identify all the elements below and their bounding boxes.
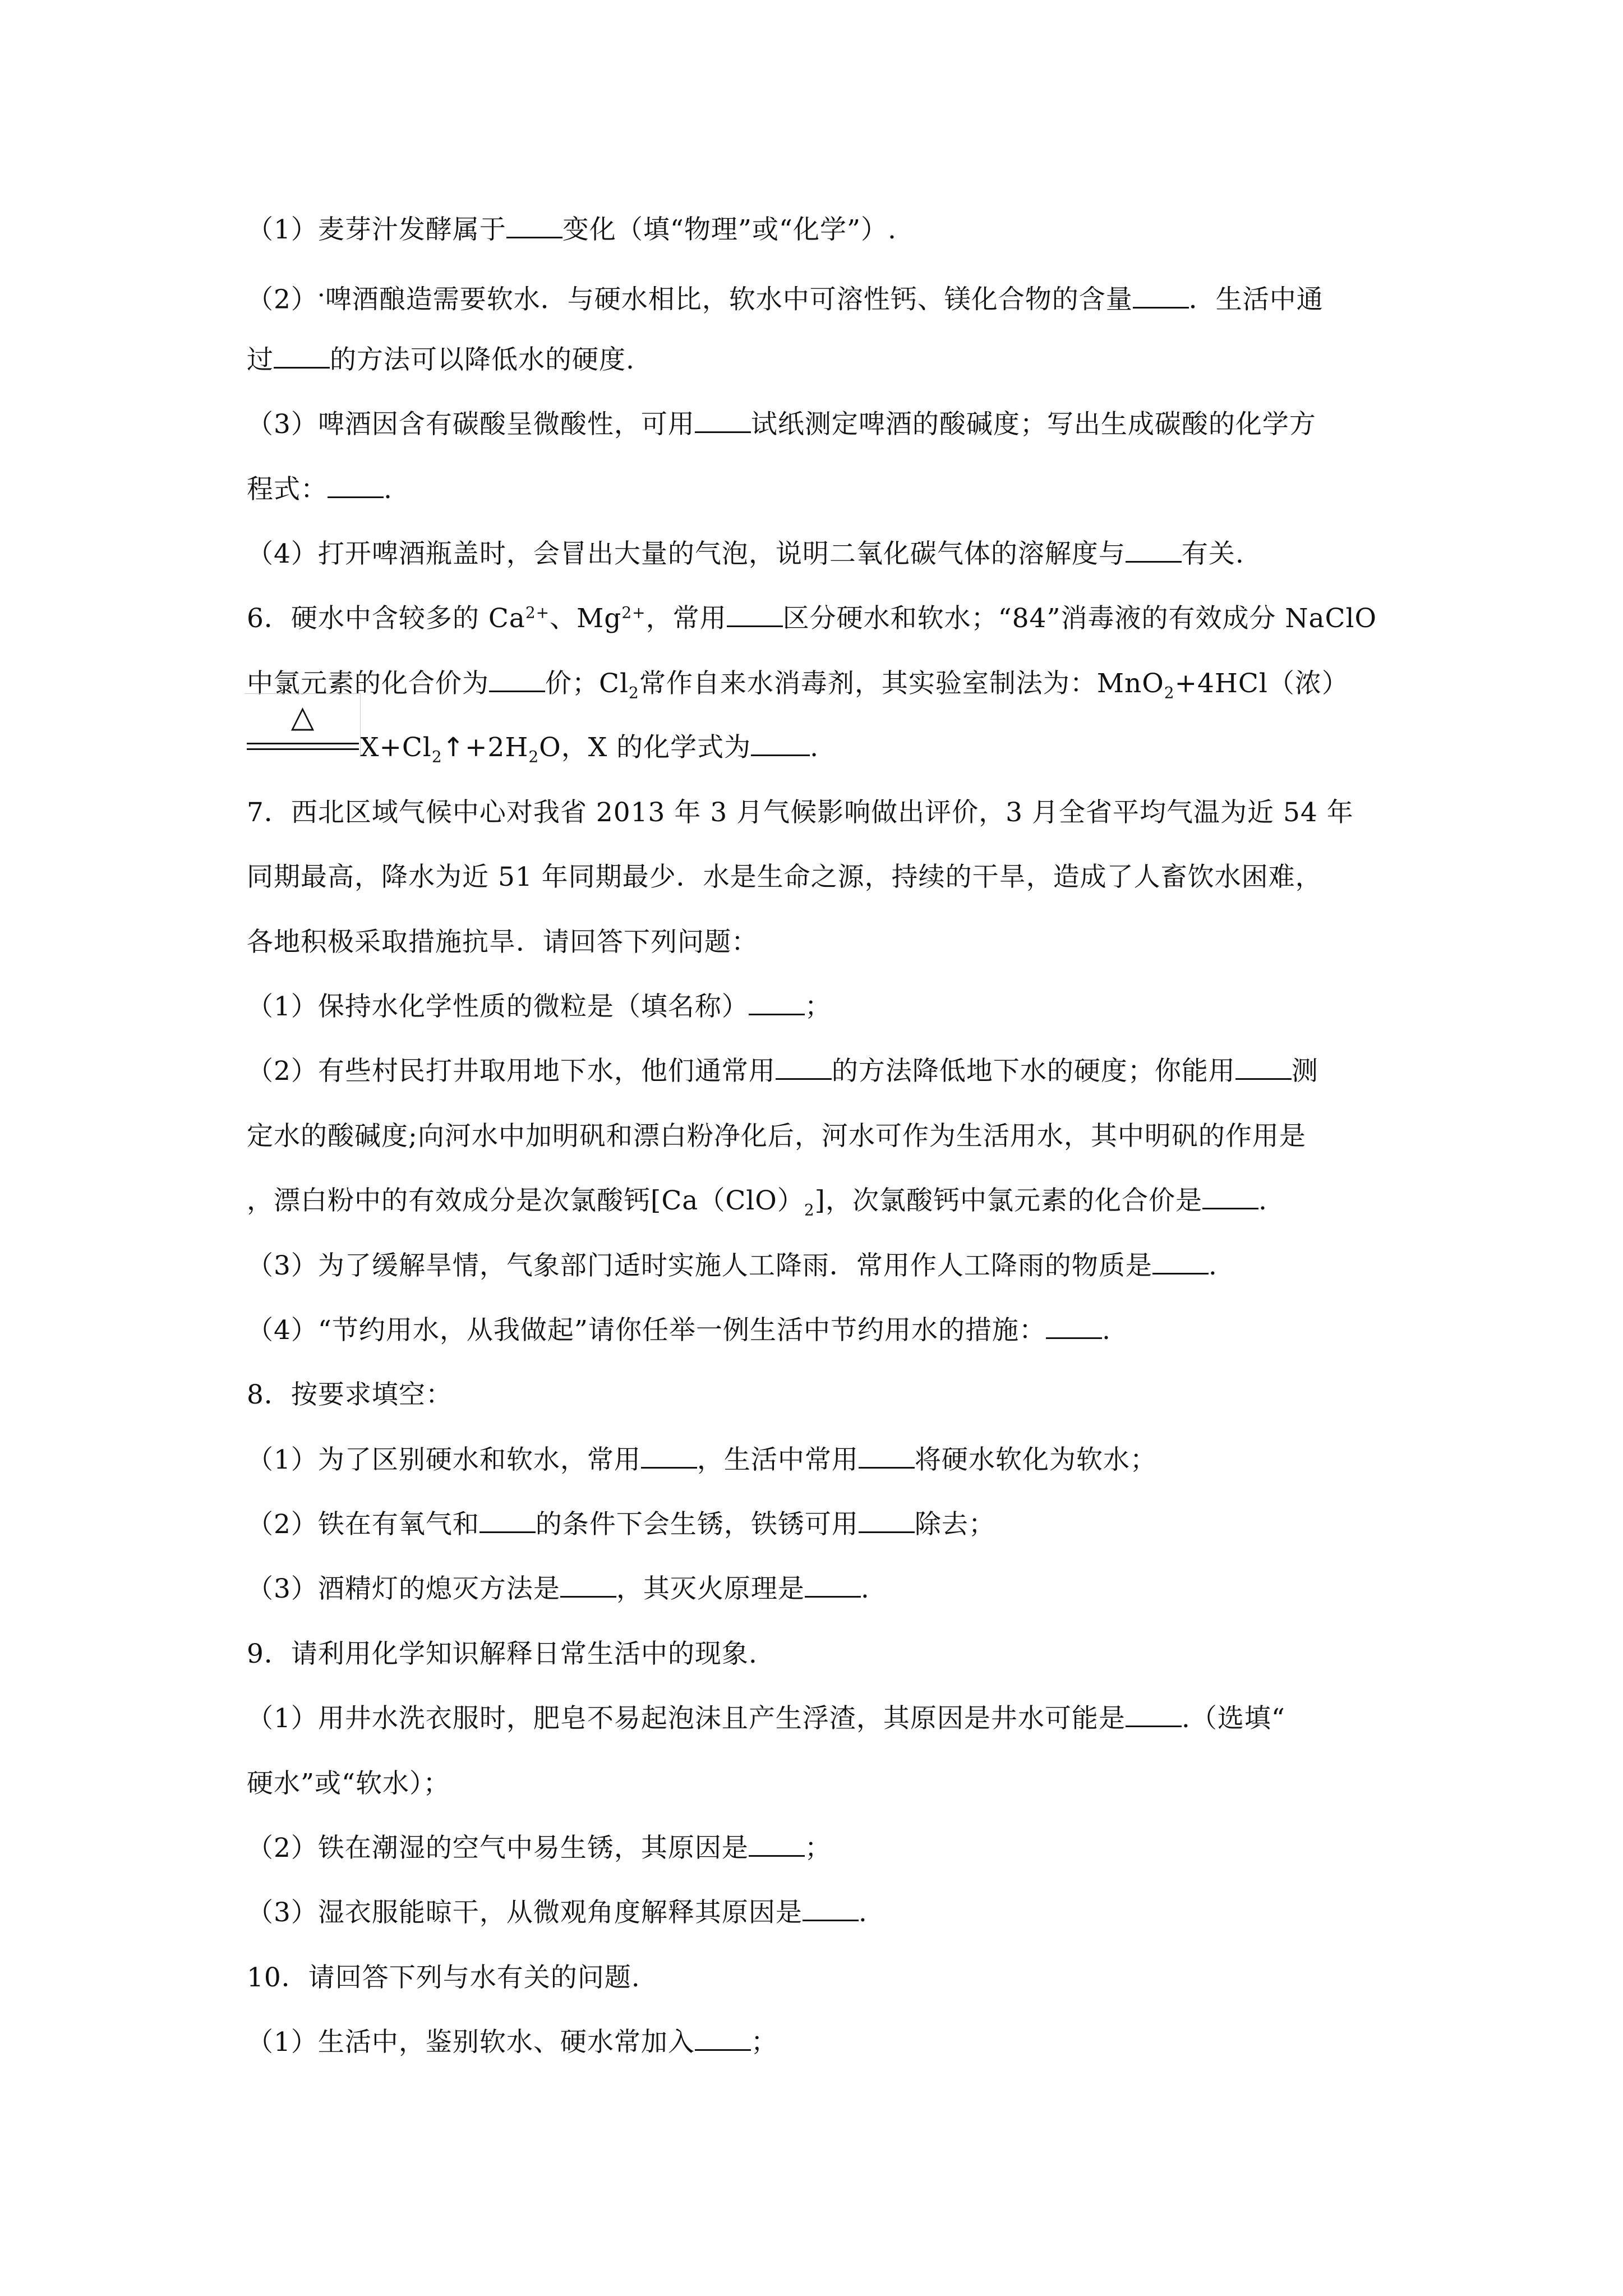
heating-condition xyxy=(247,699,359,766)
q8-part3 xyxy=(247,1572,870,1606)
subscript: 2 xyxy=(431,747,442,766)
answer-blank[interactable] xyxy=(749,1833,805,1857)
q6-text: 6．硬水中含较多的 Ca xyxy=(247,603,525,634)
answer-blank[interactable] xyxy=(489,668,545,692)
q8-part2-text: 的条件下会生锈，铁锈可用 xyxy=(535,1509,859,1540)
answer-blank[interactable] xyxy=(560,1573,616,1598)
q9-part3-text: （3）湿衣服能晾干，从微观角度解释其原因是 xyxy=(247,1897,803,1928)
q5-part3-text-end: 试纸测定啤酒的酸碱度；写出生成碳酸的化学方 xyxy=(750,409,1316,440)
q9-part2 xyxy=(247,1832,832,1865)
q7-part3-end: . xyxy=(1208,1250,1218,1281)
q7-part3-text: （3）为了缓解旱情，气象部门适时实施人工降雨．常用作人工降雨的物质是 xyxy=(247,1250,1152,1281)
q9-part1-cont xyxy=(247,1767,450,1801)
q7-line3 xyxy=(247,926,758,959)
q9-part3-end: . xyxy=(858,1897,868,1928)
answer-blank[interactable] xyxy=(1126,1703,1182,1727)
q5-part4-text-end: 有关. xyxy=(1181,539,1244,569)
q8-part3-text: （3）酒精灯的熄灭方法是 xyxy=(247,1573,560,1604)
q7-part1-end: ； xyxy=(804,991,832,1022)
q7-part1-text: （1）保持水化学性质的微粒是（填名称） xyxy=(247,991,749,1022)
q7-part2-text: ，漂白粉中的有效成分是次氯酸钙[Ca（ClO） xyxy=(247,1185,804,1216)
subscript: 2 xyxy=(629,683,639,702)
q7-part2-text: ]，次氯酸钙中氯元素的化合价是 xyxy=(814,1185,1203,1216)
q7-part2-text: 测 xyxy=(1291,1056,1318,1087)
answer-blank[interactable] xyxy=(749,991,805,1015)
q5-part4-text: （4）打开啤酒瓶盖时，会冒出大量的气泡，说明二氧化碳气体的溶解度与 xyxy=(247,539,1126,569)
q7-text: 各地积极采取措施抗旱．请回答下列问题： xyxy=(247,927,758,958)
q7-part2-text: 的方法降低地下水的硬度；你能用 xyxy=(831,1056,1235,1087)
gas-arrow-icon: ↑ xyxy=(442,732,465,763)
answer-blank[interactable] xyxy=(328,474,384,498)
answer-blank[interactable] xyxy=(695,2027,751,2051)
q8-part2-text: （2）铁在有氧气和 xyxy=(247,1509,479,1540)
answer-blank[interactable] xyxy=(1046,1315,1102,1339)
q6-text: ，常用 xyxy=(645,603,727,634)
q9-part3 xyxy=(247,1896,868,1930)
q8-part3-end: . xyxy=(860,1573,870,1604)
q5-part3-text: （3）啤酒因含有碳酸呈微酸性，可用 xyxy=(247,409,695,440)
answer-blank[interactable] xyxy=(479,1509,536,1533)
q5-part3-cont xyxy=(247,473,393,507)
answer-blank[interactable] xyxy=(506,214,562,238)
subscript: 2 xyxy=(528,747,540,766)
answer-blank[interactable] xyxy=(805,1573,861,1598)
answer-blank[interactable] xyxy=(1202,1185,1258,1209)
q7-part3 xyxy=(247,1249,1218,1283)
answer-blank[interactable] xyxy=(1126,539,1182,563)
equation-bar xyxy=(247,743,359,744)
q7-part4-end: . xyxy=(1101,1315,1111,1346)
answer-blank[interactable] xyxy=(274,344,330,369)
q7-part2 xyxy=(247,1055,1318,1088)
q7-line2 xyxy=(247,861,1322,894)
q7-part2-text: 定水的酸碱度;向河水中加明矾和漂白粉净化后，河水可作为生活用水，其中明矾的作用是 xyxy=(247,1121,1306,1152)
equation-bar xyxy=(247,748,359,750)
q7-part2-cont2 xyxy=(247,1184,1267,1218)
q7-part2-end: . xyxy=(1258,1185,1267,1216)
q7-part4 xyxy=(247,1314,1111,1347)
q8-part1 xyxy=(247,1443,1157,1477)
q9-part1-text: （1）用井水洗衣服时，肥皂不易起泡沫且产生浮渣，其原因是井水可能是 xyxy=(247,1703,1126,1734)
answer-blank[interactable] xyxy=(1152,1250,1209,1274)
q5-part1 xyxy=(247,213,897,247)
q5-part1-text-end: 变化（填“物理”或“化学”）. xyxy=(562,214,897,245)
q8-part2-end: 除去； xyxy=(914,1509,995,1540)
q9-part1 xyxy=(247,1702,1285,1736)
q8-part1-text: ，生活中常用 xyxy=(697,1444,859,1475)
q8-part1-text: （1）为了区别硬水和软水，常用 xyxy=(247,1444,641,1475)
q10-part1-text: （1）生活中，鉴别软水、硬水常加入 xyxy=(247,2027,695,2058)
q7-text: 同期最高，降水为近 51 年同期最少．水是生命之源，持续的干旱，造成了人畜饮水困难， xyxy=(247,862,1322,892)
answer-blank[interactable] xyxy=(1133,284,1189,309)
q5-part2-cont-end: 的方法可以降低水的硬度. xyxy=(330,344,635,375)
q7-part2-cont xyxy=(247,1120,1306,1153)
q5-part3 xyxy=(247,408,1316,441)
q5-part2-cont-text: 过 xyxy=(247,344,274,375)
q7-part1 xyxy=(247,990,832,1024)
q5-part2-cont xyxy=(247,343,635,377)
q5-part2-mark: • xyxy=(317,288,325,302)
q5-part3-cont-end: . xyxy=(384,474,393,505)
q6-text: 常作自来水消毒剂，其实验室制法为：MnO xyxy=(639,668,1164,699)
q8-text: 8．按要求填空： xyxy=(247,1379,453,1410)
q5-part2-text: 啤酒酿造需要软水．与硬水相比，软水中可溶性钙、镁化合物的含量 xyxy=(325,284,1133,315)
q6-text: +2H xyxy=(465,732,529,763)
q5-part4 xyxy=(247,537,1244,571)
superscript: 2+ xyxy=(621,603,646,622)
q9-line1 xyxy=(247,1637,758,1671)
q10-part1 xyxy=(247,2026,778,2059)
q5-part3-cont-text: 程式： xyxy=(247,474,328,505)
q8-part2 xyxy=(247,1508,995,1542)
q5-part2-label: （2） xyxy=(247,284,318,315)
q6-text: 中氯元素的化合价为 xyxy=(247,668,489,699)
q5-part1-text: （1）麦芽汁发酵属于 xyxy=(247,214,506,245)
q9-part2-end: ； xyxy=(804,1833,832,1864)
q7-line1 xyxy=(247,796,1354,830)
heat-triangle-icon: △ xyxy=(291,699,315,734)
q8-part1-end: 将硬水软化为软水； xyxy=(914,1444,1157,1475)
q9-part1-text: .（选填“ xyxy=(1181,1703,1285,1734)
subscript: 2 xyxy=(1164,683,1175,702)
q6-text: O，X 的化学式为 xyxy=(539,732,751,763)
q9-part1-text: 硬水”或“软水）； xyxy=(247,1768,450,1799)
answer-blank[interactable] xyxy=(641,1444,697,1469)
q6-text: 价；Cl xyxy=(545,668,629,699)
q7-part4-text: （4）“节约用水，从我做起”请你任举一例生活中节约用水的措施： xyxy=(247,1315,1046,1346)
answer-blank[interactable] xyxy=(859,1509,915,1533)
answer-blank[interactable] xyxy=(776,1056,832,1080)
answer-blank[interactable] xyxy=(803,1897,859,1921)
q7-text: 7．西北区域气候中心对我省 2013 年 3 月气候影响做出评价，3 月全省平均气温为近 54 年 xyxy=(247,797,1354,828)
q5-part2-text-end: ．生活中通 xyxy=(1188,284,1324,315)
answer-blank[interactable] xyxy=(727,603,783,627)
q6-text: . xyxy=(810,732,819,763)
answer-blank[interactable] xyxy=(751,732,810,756)
q6-line2 xyxy=(247,667,1349,701)
q8-line1 xyxy=(247,1378,453,1412)
q6-line1 xyxy=(247,602,1377,636)
q10-line1 xyxy=(247,1961,640,1995)
q6-text: 、Mg xyxy=(550,603,622,634)
superscript: 2+ xyxy=(525,603,550,622)
answer-blank[interactable] xyxy=(695,409,751,433)
q10-text: 10．请回答下列与水有关的问题. xyxy=(247,1962,640,1993)
q10-part1-end: ； xyxy=(750,2027,778,2058)
answer-blank[interactable] xyxy=(859,1444,915,1469)
q9-part2-text: （2）铁在潮湿的空气中易生锈，其原因是 xyxy=(247,1833,749,1864)
q6-text: X+Cl xyxy=(360,732,432,763)
q6-line3 xyxy=(247,699,819,766)
q9-text: 9．请利用化学知识解释日常生活中的现象. xyxy=(247,1639,758,1669)
answer-blank[interactable] xyxy=(1235,1056,1292,1080)
q5-part2 xyxy=(247,278,1324,317)
q6-text: +4HCl（浓） xyxy=(1174,668,1349,699)
q7-part2-text: （2）有些村民打井取用地下水，他们通常用 xyxy=(247,1056,776,1087)
q6-text: 区分硬水和软水；“84”消毒液的有效成分 NaClO xyxy=(782,603,1377,634)
q8-part3-text: ，其灭火原理是 xyxy=(616,1573,805,1604)
subscript: 2 xyxy=(804,1200,815,1220)
